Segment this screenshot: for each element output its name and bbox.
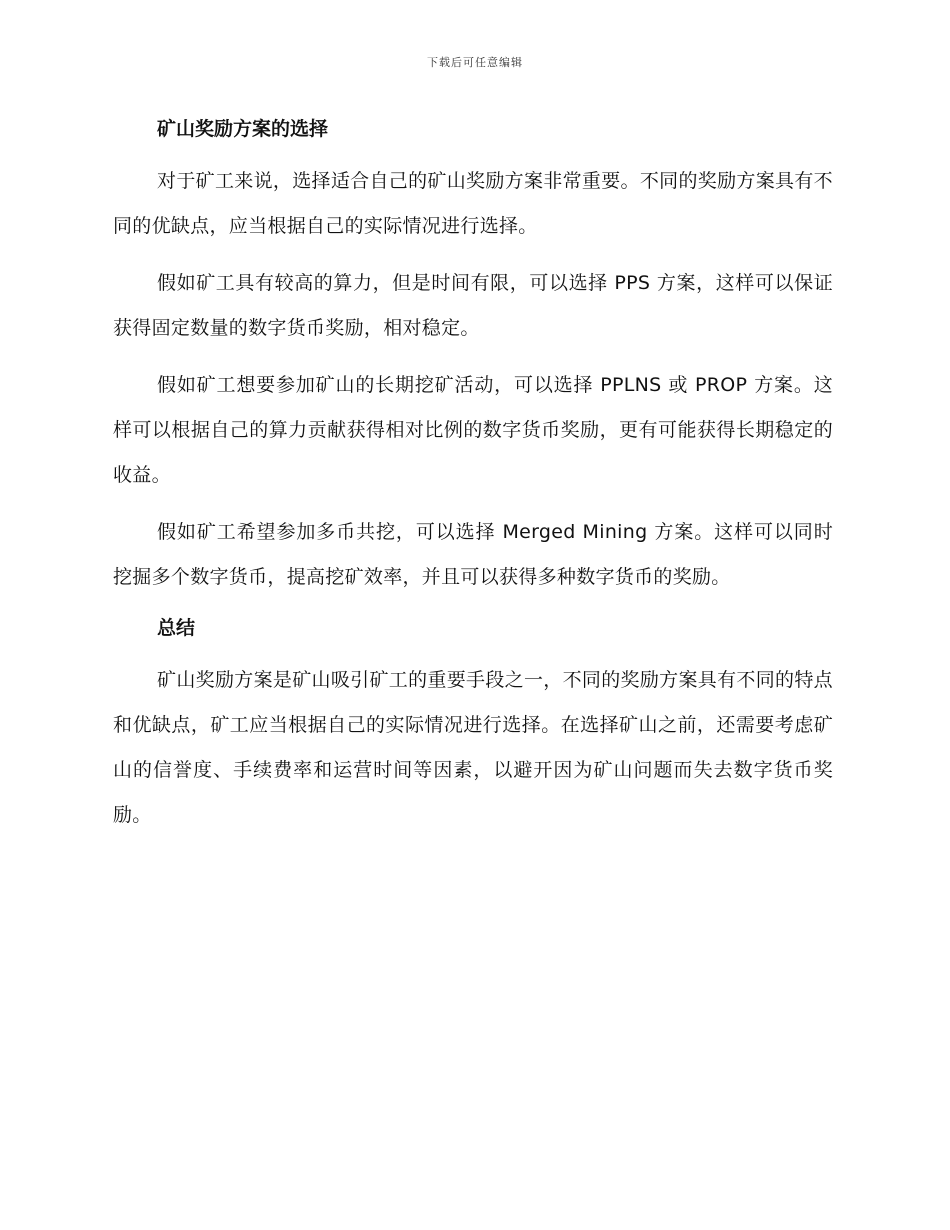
paragraph: 矿山奖励方案是矿山吸引矿工的重要手段之一，不同的奖励方案具有不同的特点和优缺点，矿工应当根据自己的实际情况进行选择。在选择矿山之前，还需要考虑矿山的信誉度、手续费率和运营时间等因素，以避开因为矿山问题而失去数字货币奖励。 (113, 669, 833, 826)
document-body (113, 113, 833, 850)
paragraph: 假如矿工想要参加矿山的长期挖矿活动，可以选择 PPLNS 或 PROP 方案。这样可以根据自己的算力贡献获得相对比例的数字货币奖励，更有可能获得长期稳定的收益。 (113, 374, 833, 486)
page-header: 下载后可任意编辑 (427, 56, 523, 69)
paragraph: 假如矿工具有较高的算力，但是时间有限，可以选择 PPS 方案，这样可以保证获得固定数量的数字货币奖励，相对稳定。 (113, 272, 833, 339)
section-heading-selection: 矿山奖励方案的选择 (157, 118, 329, 140)
paragraph: 对于矿工来说，选择适合自己的矿山奖励方案非常重要。不同的奖励方案具有不同的优缺点，应当根据自己的实际情况进行选择。 (113, 170, 833, 237)
paragraph: 假如矿工希望参加多币共挖，可以选择 Merged Mining 方案。这样可以同时挖掘多个数字货币，提高挖矿效率，并且可以获得多种数字货币的奖励。 (113, 521, 833, 588)
section-heading-summary: 总结 (157, 617, 196, 639)
